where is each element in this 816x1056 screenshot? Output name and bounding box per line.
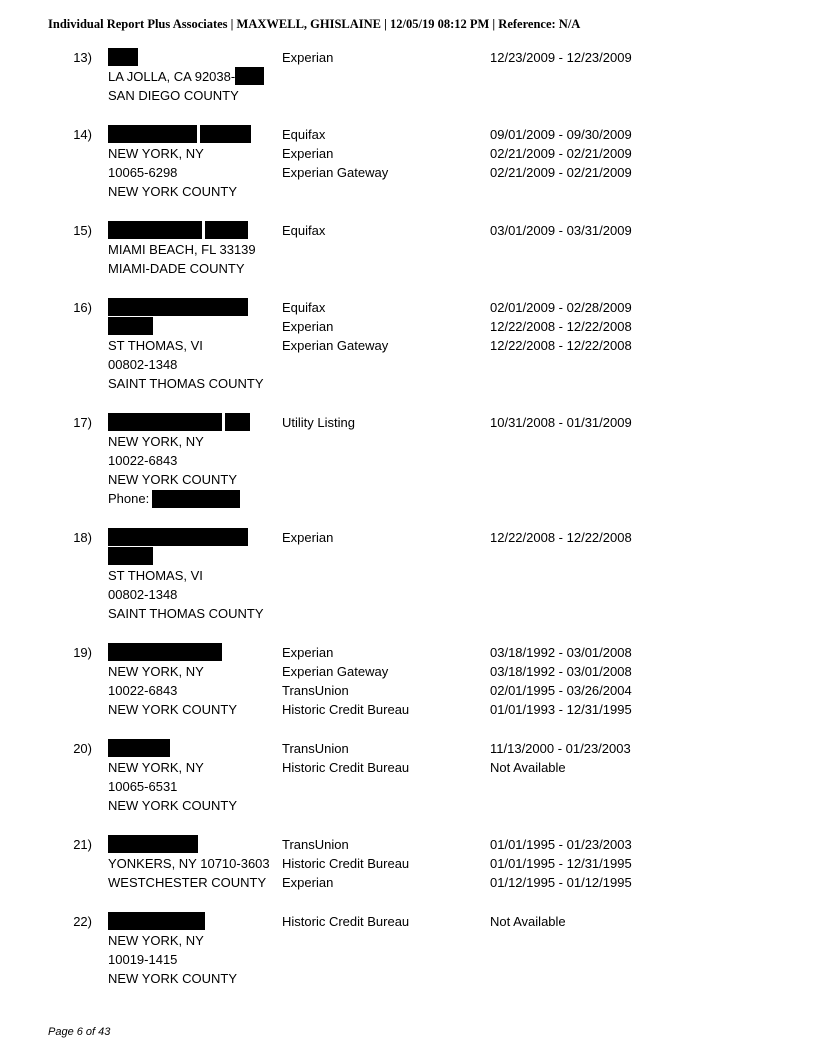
address-line [108, 336, 264, 355]
source-text: Experian Gateway [282, 664, 389, 679]
address-text: SAINT THOMAS COUNTY [108, 606, 264, 621]
date-range-line [490, 662, 632, 681]
address-line [108, 950, 237, 969]
redaction-box [108, 528, 248, 546]
date-range [490, 221, 632, 240]
address-text: NEW YORK, NY [108, 664, 204, 679]
source-line [282, 758, 409, 777]
date-range-text: 10/31/2008 - 01/31/2009 [490, 415, 632, 430]
date-range-line [490, 739, 631, 758]
address-line [108, 259, 256, 278]
address-text: Phone: [108, 491, 150, 506]
address-line [108, 317, 264, 336]
date-range-line [490, 681, 632, 700]
address-line [108, 182, 237, 201]
source-line [282, 336, 388, 355]
date-range-text: 03/01/2009 - 03/31/2009 [490, 223, 632, 238]
page-number: Page 6 of 43 [48, 1026, 111, 1038]
date-range-line [490, 700, 632, 719]
address-line [108, 489, 237, 508]
redaction-box [108, 317, 153, 335]
source-text: Experian Gateway [282, 165, 389, 180]
date-range-text: 02/01/1995 - 03/26/2004 [490, 683, 632, 698]
date-range-line [490, 758, 631, 777]
address-text: SAN DIEGO COUNTY [108, 88, 239, 103]
date-range-text: 02/21/2009 - 02/21/2009 [490, 165, 632, 180]
source-text: TransUnion [282, 683, 349, 698]
date-range-text: 12/23/2009 - 12/23/2009 [490, 50, 632, 65]
source-text: Historic Credit Bureau [282, 856, 410, 871]
date-range-line [490, 298, 632, 317]
date-range-line [490, 873, 632, 892]
redaction-box [108, 643, 222, 661]
address-line [108, 240, 256, 259]
date-range [490, 912, 566, 931]
date-range-text: 12/22/2008 - 12/22/2008 [490, 338, 632, 353]
date-range-text: 01/01/1995 - 12/31/1995 [490, 856, 632, 871]
entry-number: 15) [73, 223, 92, 238]
address-line [108, 163, 237, 182]
source [282, 413, 355, 432]
source-line [282, 163, 388, 182]
source [282, 125, 388, 182]
date-range-line [490, 413, 632, 432]
date-range-line [490, 163, 632, 182]
date-range [490, 48, 632, 67]
source [282, 739, 409, 777]
redaction-box [152, 490, 240, 508]
source-text: TransUnion [282, 741, 349, 756]
address-line [108, 931, 237, 950]
address-line [108, 585, 264, 604]
address-text: LA JOLLA, CA 92038- [108, 69, 236, 84]
address-text: NEW YORK, NY [108, 933, 204, 948]
address-line [108, 681, 237, 700]
address-line [108, 777, 237, 796]
date-range-line [490, 835, 632, 854]
source-line [282, 854, 409, 873]
address-text: 10065-6531 [108, 779, 178, 794]
entry-number: 14) [73, 127, 92, 142]
date-range-line [490, 912, 566, 931]
address [108, 912, 237, 988]
source-text: Experian [282, 319, 334, 334]
date-range-line [490, 221, 632, 240]
address-line [108, 912, 237, 931]
date-range [490, 125, 632, 182]
address-line [108, 739, 237, 758]
entry-number: 17) [73, 415, 92, 430]
source [282, 48, 333, 67]
address [108, 528, 264, 623]
address-line [108, 48, 264, 67]
address [108, 48, 264, 105]
address-line [108, 451, 237, 470]
address-line [108, 470, 237, 489]
address-line [108, 566, 264, 585]
date-range-line [490, 528, 632, 547]
address-line [108, 854, 270, 873]
address-text: NEW YORK COUNTY [108, 184, 238, 199]
date-range-line [490, 48, 632, 67]
address-line [108, 355, 264, 374]
address-text: 10022-6843 [108, 683, 178, 698]
address-text: NEW YORK, NY [108, 146, 204, 161]
redaction-box [108, 739, 170, 757]
redaction-box [108, 547, 153, 565]
address-text: NEW YORK COUNTY [108, 798, 238, 813]
source-line [282, 643, 409, 662]
report-header: Individual Report Plus Associates | MAXWELL, GHISLAINE | 12/05/19 08:12 PM | Reference: N/A [48, 17, 581, 31]
address-line [108, 873, 270, 892]
address-line [108, 221, 256, 240]
address-text: MIAMI-DADE COUNTY [108, 261, 245, 276]
address-text: 10019-1415 [108, 952, 178, 967]
date-range [490, 739, 631, 777]
date-range-text: 11/13/2000 - 01/23/2003 [490, 741, 631, 756]
source-line [282, 912, 409, 931]
source-text: Experian [282, 146, 334, 161]
address-line [108, 835, 270, 854]
date-range-line [490, 643, 632, 662]
source-text: Experian [282, 530, 334, 545]
address-line [108, 796, 237, 815]
source-text: Equifax [282, 127, 326, 142]
source-line [282, 681, 409, 700]
source-text: Historic Credit Bureau [282, 702, 410, 717]
address-line [108, 374, 264, 393]
redaction-box [205, 221, 248, 239]
address-line [108, 700, 237, 719]
address-text: 10022-6843 [108, 453, 178, 468]
source-text: Experian [282, 50, 334, 65]
address [108, 643, 237, 719]
source-line [282, 413, 355, 432]
redaction-box [108, 125, 197, 143]
redaction-box [235, 67, 264, 85]
address-line [108, 528, 264, 547]
redaction-box [108, 413, 222, 431]
address-text: 10065-6298 [108, 165, 178, 180]
redaction-box [108, 221, 202, 239]
date-range [490, 528, 632, 547]
date-range-text: 01/01/1993 - 12/31/1995 [490, 702, 632, 717]
source-text: Historic Credit Bureau [282, 914, 410, 929]
address [108, 413, 237, 508]
address-line [108, 298, 264, 317]
source-text: Historic Credit Bureau [282, 760, 410, 775]
source-line [282, 298, 388, 317]
source [282, 643, 409, 719]
entry-number: 16) [73, 300, 92, 315]
date-range-text: 02/01/2009 - 02/28/2009 [490, 300, 632, 315]
source-line [282, 739, 409, 758]
date-range-text: 12/22/2008 - 12/22/2008 [490, 319, 632, 334]
entry-number: 19) [73, 645, 92, 660]
date-range-text: Not Available [490, 760, 566, 775]
address-line [108, 67, 264, 86]
source-line [282, 48, 333, 67]
redaction-box [225, 413, 250, 431]
redaction-box [108, 912, 205, 930]
address [108, 835, 270, 892]
source [282, 912, 409, 931]
address-line [108, 413, 237, 432]
address-line [108, 969, 237, 988]
address-text: 00802-1348 [108, 357, 178, 372]
source-line [282, 835, 409, 854]
address [108, 298, 264, 393]
address-line [108, 547, 264, 566]
date-range-text: 01/12/1995 - 01/12/1995 [490, 875, 632, 890]
date-range [490, 298, 632, 355]
address-text: YONKERS, NY 10710-3603 [108, 856, 270, 871]
source [282, 528, 333, 547]
source-line [282, 144, 388, 163]
entry-number: 13) [73, 50, 92, 65]
address-text: SAINT THOMAS COUNTY [108, 376, 264, 391]
date-range-line [490, 854, 632, 873]
source [282, 835, 409, 892]
date-range-text: Not Available [490, 914, 566, 929]
address-line [108, 662, 237, 681]
source-text: Experian [282, 645, 334, 660]
redaction-box [108, 298, 248, 316]
redaction-box [108, 48, 138, 66]
date-range-text: 09/01/2009 - 09/30/2009 [490, 127, 632, 142]
address-text: 00802-1348 [108, 587, 178, 602]
source-line [282, 700, 409, 719]
source [282, 221, 325, 240]
address-text: NEW YORK, NY [108, 760, 204, 775]
address-line [108, 125, 237, 144]
entry-number: 20) [73, 741, 92, 756]
date-range-line [490, 336, 632, 355]
address-text: WESTCHESTER COUNTY [108, 875, 267, 890]
address-line [108, 432, 237, 451]
date-range-line [490, 144, 632, 163]
address-line [108, 758, 237, 777]
address-line [108, 643, 237, 662]
source-line [282, 317, 388, 336]
date-range [490, 835, 632, 892]
address-text: ST THOMAS, VI [108, 338, 203, 353]
entry-number: 21) [73, 837, 92, 852]
address-text: MIAMI BEACH, FL 33139 [108, 242, 256, 257]
address-text: NEW YORK COUNTY [108, 472, 238, 487]
redaction-box [200, 125, 251, 143]
source-line [282, 125, 388, 144]
address-text: NEW YORK COUNTY [108, 971, 238, 986]
source-line [282, 528, 333, 547]
entry-number: 18) [73, 530, 92, 545]
source-text: TransUnion [282, 837, 349, 852]
date-range [490, 643, 632, 719]
source-line [282, 662, 409, 681]
source [282, 298, 388, 355]
source-line [282, 873, 409, 892]
source-text: Equifax [282, 300, 326, 315]
date-range-text: 01/01/1995 - 01/23/2003 [490, 837, 632, 852]
date-range-line [490, 317, 632, 336]
address [108, 125, 237, 201]
redaction-box [108, 835, 198, 853]
address-text: NEW YORK, NY [108, 434, 204, 449]
address-text: ST THOMAS, VI [108, 568, 203, 583]
source-line [282, 221, 325, 240]
date-range-text: 12/22/2008 - 12/22/2008 [490, 530, 632, 545]
date-range-text: 03/18/1992 - 03/01/2008 [490, 664, 632, 679]
address [108, 739, 237, 815]
address-text: NEW YORK COUNTY [108, 702, 238, 717]
date-range-line [490, 125, 632, 144]
address-line [108, 604, 264, 623]
date-range-text: 02/21/2009 - 02/21/2009 [490, 146, 632, 161]
source-text: Utility Listing [282, 415, 355, 430]
address [108, 221, 256, 278]
date-range [490, 413, 632, 432]
source-text: Experian [282, 875, 334, 890]
source-text: Equifax [282, 223, 326, 238]
date-range-text: 03/18/1992 - 03/01/2008 [490, 645, 632, 660]
address-line [108, 144, 237, 163]
entry-number: 22) [73, 914, 92, 929]
source-text: Experian Gateway [282, 338, 389, 353]
address-line [108, 86, 264, 105]
